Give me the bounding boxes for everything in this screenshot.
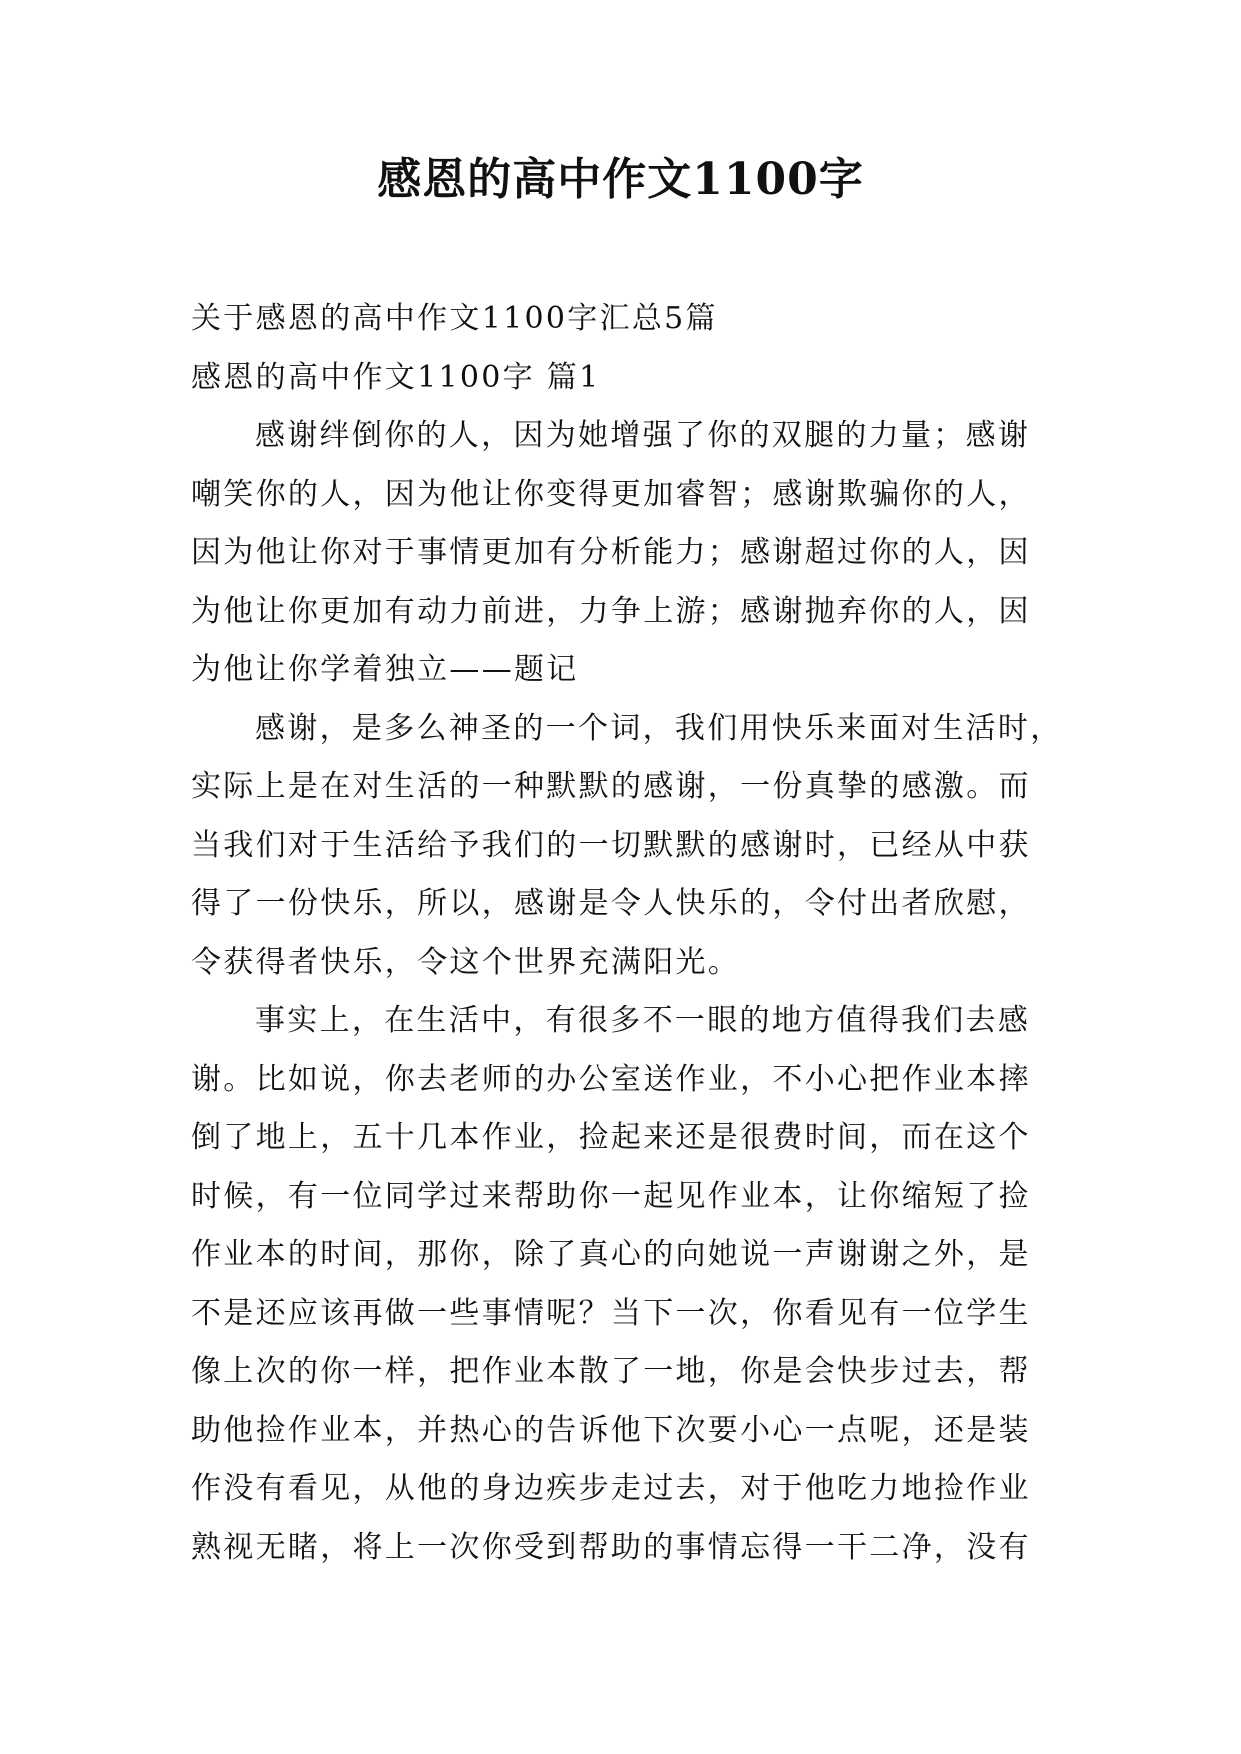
paragraph-line: 感谢绊倒你的人，因为她增强了你的双腿的力量；感谢 xyxy=(255,418,1031,453)
paragraph-line: 为他让你更加有动力前进，力争上游；感谢抛弃你的人，因 xyxy=(191,593,1031,629)
paragraph-line: 倒了地上，五十几本作业，捡起来还是很费时间，而在这个 xyxy=(191,1120,1031,1155)
paragraph-line: 令获得者快乐，令这个世界充满阳光。 xyxy=(191,944,741,980)
paragraph-line: 谢。比如说，你去老师的办公室送作业，不小心把作业本摔 xyxy=(191,1061,1031,1097)
paragraph-line: 作没有看见，从他的身边疾步走过去，对于他吃力地捡作业 xyxy=(191,1471,1031,1506)
paragraph-line: 实际上是在对生活的一种默默的感谢，一份真挚的感激。而 xyxy=(191,769,1031,804)
paragraph-line: 因为他让你对于事情更加有分析能力；感谢超过你的人，因 xyxy=(191,535,1031,570)
paragraph-line: 为他让你学着独立——题记 xyxy=(191,652,579,687)
paragraph-line: 当我们对于生活给予我们的一切默默的感谢时，已经从中获 xyxy=(191,827,1031,863)
paragraph-line: 时候，有一位同学过来帮助你一起见作业本，让你缩短了捡 xyxy=(191,1178,1031,1214)
paragraph-line: 像上次的你一样，把作业本散了一地，你是会快步过去，帮 xyxy=(191,1354,1031,1389)
paragraph-line: 得了一份快乐，所以，感谢是令人快乐的，令付出者欣慰， xyxy=(191,886,1031,921)
paragraph-line: 助他捡作业本，并热心的告诉他下次要小心一点呢，还是装 xyxy=(191,1412,1031,1448)
section-heading: 感恩的高中作文1100字 篇1 xyxy=(191,359,601,395)
document-title: 感恩的高中作文1100字 xyxy=(377,154,864,205)
paragraph-line: 感谢，是多么神圣的一个词，我们用快乐来面对生活时， xyxy=(255,710,1063,746)
paragraph-line: 嘲笑你的人，因为他让你变得更加睿智；感谢欺骗你的人， xyxy=(191,476,1031,512)
subtitle-line: 关于感恩的高中作文1100字汇总5篇 xyxy=(191,301,718,336)
paragraph-line: 事实上，在生活中，有很多不一眼的地方值得我们去感 xyxy=(255,1003,1031,1038)
paragraph-line: 熟视无睹，将上一次你受到帮助的事情忘得一干二净，没有 xyxy=(191,1529,1031,1565)
paragraph-line: 作业本的时间，那你，除了真心的向她说一声谢谢之外，是 xyxy=(191,1237,1031,1272)
document-body xyxy=(191,290,1071,1577)
paragraph-line: 不是还应该再做一些事情呢？当下一次，你看见有一位学生 xyxy=(191,1295,1031,1331)
